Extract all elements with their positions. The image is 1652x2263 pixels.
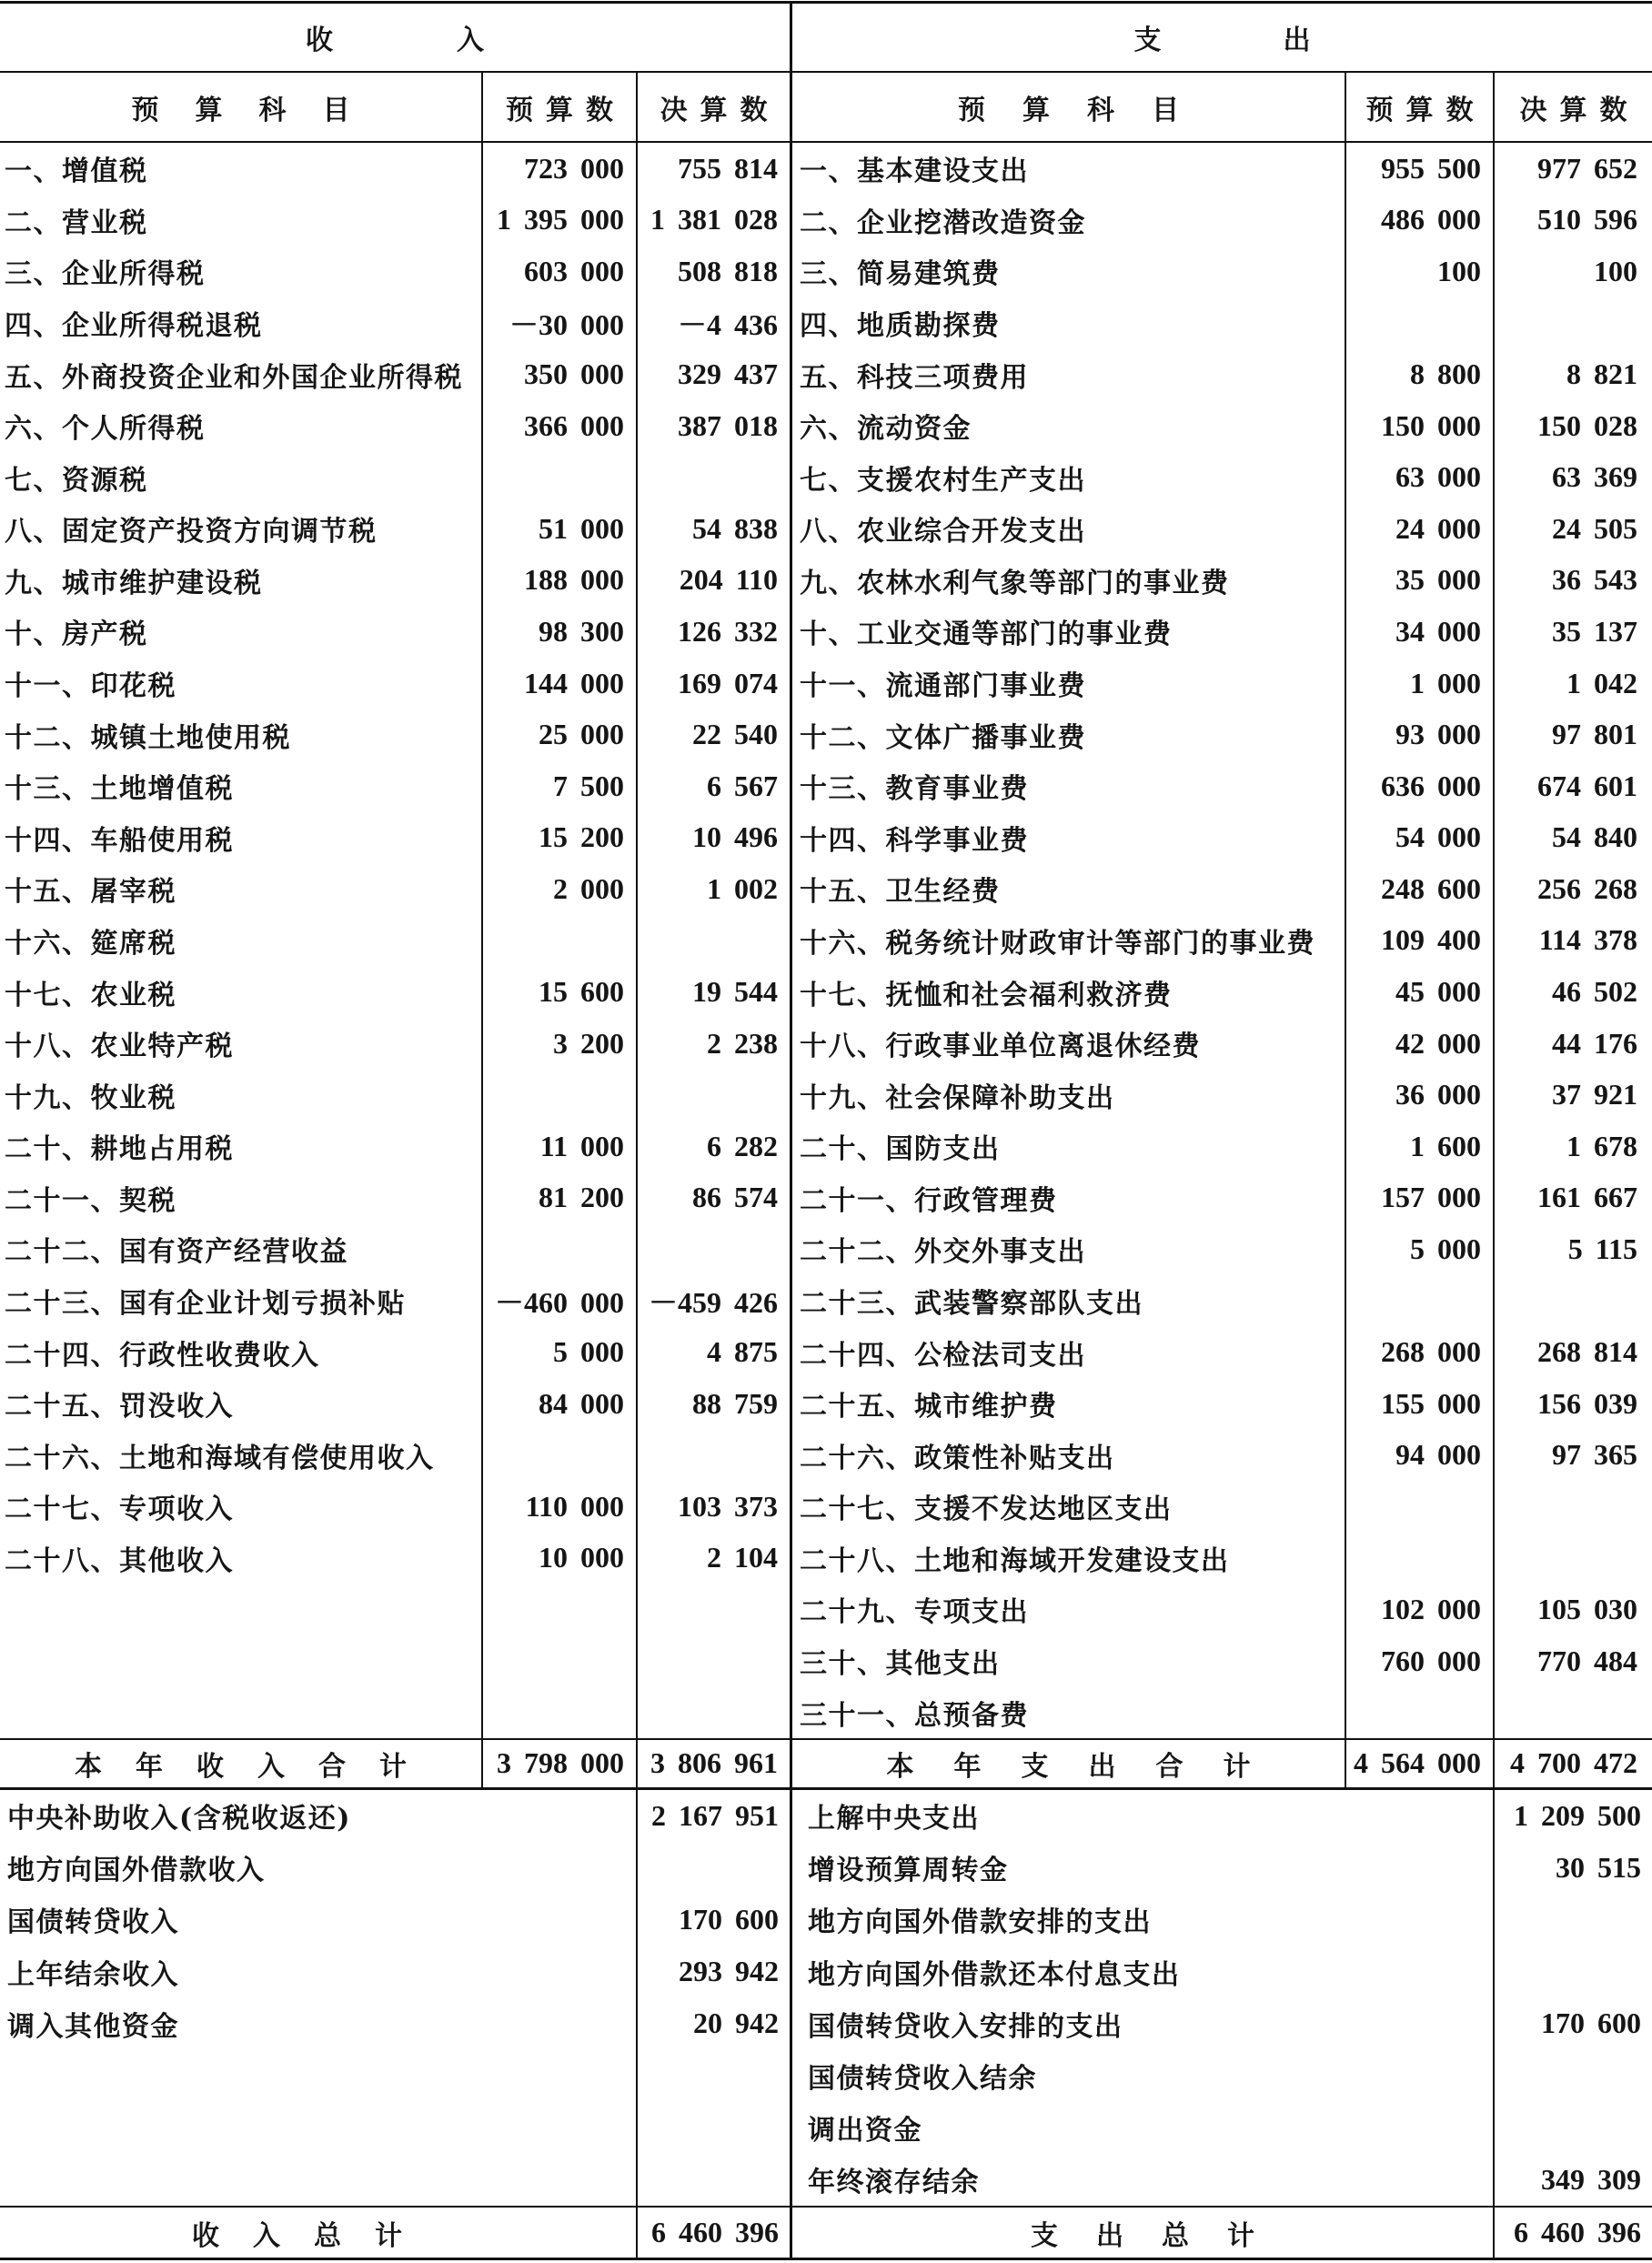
income-section-header	[0, 4, 790, 73]
income-budget-value: 11 000	[481, 1121, 636, 1172]
income-final-value: 103 373	[636, 1481, 790, 1533]
expenditure-budget-value: 157 000	[1345, 1172, 1493, 1224]
expenditure-final-value: 1 678	[1493, 1121, 1652, 1172]
empty-cell	[636, 1584, 790, 1635]
income-budget-value: 5 000	[481, 1326, 636, 1378]
expenditure-item-column-header	[790, 73, 1345, 143]
income-item: 八、固定资产投资方向调节税	[5, 516, 378, 548]
expenditure-item: 三十、其他支出	[790, 1635, 1345, 1687]
expenditure-final-value	[1493, 1275, 1652, 1327]
expenditure-other-value: 30 515	[1493, 1842, 1652, 1894]
income-budget-value: 366 000	[481, 400, 636, 452]
expenditure-item: 十九、社会保障补助支出	[790, 1069, 1345, 1121]
income-final-value: －4 436	[636, 297, 790, 349]
income-final-value: 1 381 028	[636, 195, 790, 246]
income-budget-value: 2 000	[481, 863, 636, 915]
expenditure-subtotal-final: 4 700 472	[1493, 1738, 1652, 1790]
income-budget-value: 1 395 000	[481, 195, 636, 246]
income-budget-value	[481, 1429, 636, 1481]
expenditure-item: 十、工业交通等部门的事业费	[790, 606, 1345, 658]
expenditure-other-item: 国债转贷收入结余	[790, 2049, 1493, 2101]
income-final-value: 329 437	[636, 348, 790, 400]
income-item: 二十六、土地和海域有偿使用收入	[5, 1442, 435, 1474]
income-item: 十二、城镇土地使用税	[5, 721, 291, 754]
income-budget-value: 25 000	[481, 709, 636, 760]
expenditure-other-item: 地方向国外借款安排的支出	[790, 1894, 1493, 1946]
income-final-value: 204 110	[636, 555, 790, 607]
expenditure-budget-value	[1345, 1686, 1493, 1738]
expenditure-budget-value: 54 000	[1345, 812, 1493, 864]
expenditure-budget-value	[1345, 297, 1493, 349]
expenditure-section-title: 支出	[1133, 25, 1433, 56]
income-budget-value: 7 500	[481, 760, 636, 812]
income-final-value	[636, 451, 790, 503]
empty-cell	[0, 2154, 636, 2206]
expenditure-item: 二十七、支援不发达地区支出	[790, 1481, 1345, 1533]
expenditure-item: 二十六、政策性补贴支出	[790, 1429, 1345, 1481]
income-item: 九、城市维护建设税	[5, 567, 263, 599]
income-final-value: 508 818	[636, 246, 790, 297]
income-subtotal-cell	[0, 1738, 481, 1790]
income-subtotal-label: 本年收入合计	[75, 1750, 440, 1783]
expenditure-item: 二十八、土地和海域开发建设支出	[790, 1533, 1345, 1584]
income-other-value	[636, 1842, 790, 1894]
income-budget-value	[481, 1069, 636, 1121]
expenditure-budget-value: 93 000	[1345, 709, 1493, 760]
expenditure-other-value	[1493, 2102, 1652, 2154]
expenditure-budget-value	[1345, 1533, 1493, 1584]
expenditure-item: 十二、文体广播事业费	[790, 709, 1345, 760]
expenditure-item: 二十九、专项支出	[790, 1584, 1345, 1635]
income-budget-value	[481, 451, 636, 503]
expenditure-final-column-header	[1493, 73, 1652, 143]
income-other-value: 170 600	[636, 1894, 790, 1946]
expenditure-other-value	[1493, 1894, 1652, 1946]
income-budget-value: 350 000	[481, 348, 636, 400]
income-final-value: 2 104	[636, 1533, 790, 1584]
empty-cell	[0, 1686, 481, 1738]
expenditure-budget-value: 268 000	[1345, 1326, 1493, 1378]
income-item: 二十三、国有企业计划亏损补贴	[5, 1288, 406, 1320]
expenditure-other-item: 国债转贷收入安排的支出	[790, 1997, 1493, 2049]
income-final-value	[636, 1223, 790, 1275]
expenditure-final-value: 977 652	[1493, 143, 1652, 195]
expenditure-item: 十八、行政事业单位离退休经费	[790, 1018, 1345, 1070]
income-item: 十五、屠宰税	[5, 876, 176, 909]
expenditure-final-value: 161 667	[1493, 1172, 1652, 1224]
income-other-value: 2 167 951	[636, 1790, 790, 1842]
income-final-value: 10 496	[636, 812, 790, 864]
expenditure-budget-value: 1 000	[1345, 658, 1493, 709]
expenditure-budget-value: 636 000	[1345, 760, 1493, 812]
income-item: 十九、牧业税	[5, 1081, 176, 1114]
expenditure-final-column-label: 决算数	[1519, 94, 1640, 126]
expenditure-budget-value: 8 800	[1345, 348, 1493, 400]
expenditure-final-value: 8 821	[1493, 348, 1652, 400]
income-item: 二十八、其他收入	[5, 1544, 234, 1577]
income-other-value: 20 942	[636, 1997, 790, 2049]
expenditure-item: 四、地质勘探费	[790, 297, 1345, 349]
expenditure-budget-value: 94 000	[1345, 1429, 1493, 1481]
income-other-value: 293 942	[636, 1946, 790, 1997]
expenditure-budget-value: 109 400	[1345, 915, 1493, 967]
expenditure-final-value: 24 505	[1493, 503, 1652, 555]
expenditure-item: 二十四、公检法司支出	[790, 1326, 1345, 1378]
expenditure-final-value: 36 543	[1493, 555, 1652, 607]
income-item: 三、企业所得税	[5, 258, 206, 291]
expenditure-final-value: 46 502	[1493, 966, 1652, 1018]
expenditure-final-value: 97 365	[1493, 1429, 1652, 1481]
income-final-column-label: 决算数	[660, 94, 781, 126]
expenditure-item: 三十一、总预备费	[790, 1686, 1345, 1738]
income-budget-value: 81 200	[481, 1172, 636, 1224]
expenditure-item: 十五、卫生经费	[790, 863, 1345, 915]
expenditure-item: 二十五、城市维护费	[790, 1378, 1345, 1430]
income-item: 二十五、罚没收入	[5, 1391, 234, 1423]
empty-cell	[0, 1635, 481, 1687]
expenditure-item: 二十三、武装警察部队支出	[790, 1275, 1345, 1327]
income-budget-value: 51 000	[481, 503, 636, 555]
expenditure-other-value: 349 309	[1493, 2154, 1652, 2206]
income-section-title: 收入	[306, 25, 608, 56]
expenditure-item: 二十、国防支出	[790, 1121, 1345, 1172]
expenditure-other-value: 170 600	[1493, 1997, 1652, 2049]
income-final-value: 19 544	[636, 966, 790, 1018]
income-budget-column-label: 预算数	[506, 94, 626, 126]
empty-cell	[481, 1686, 636, 1738]
expenditure-final-value: 54 840	[1493, 812, 1652, 864]
expenditure-item: 二、企业挖潜改造资金	[790, 195, 1345, 246]
expenditure-item: 十三、教育事业费	[790, 760, 1345, 812]
empty-cell	[636, 2049, 790, 2101]
expenditure-subtotal-budget: 4 564 000	[1345, 1738, 1493, 1790]
income-item: 二十、耕地占用税	[5, 1133, 234, 1166]
income-budget-value: －460 000	[481, 1275, 636, 1327]
expenditure-final-value: 156 039	[1493, 1378, 1652, 1430]
expenditure-budget-value: 5 000	[1345, 1223, 1493, 1275]
income-item-column-label: 预算科目	[131, 94, 387, 126]
income-item-column-header	[0, 73, 481, 143]
expenditure-budget-value: 34 000	[1345, 606, 1493, 658]
expenditure-item: 十七、抚恤和社会福利救济费	[790, 966, 1345, 1018]
expenditure-final-value: 63 369	[1493, 451, 1652, 503]
income-item: 十一、印花税	[5, 670, 176, 703]
expenditure-final-value: 35 137	[1493, 606, 1652, 658]
income-final-value: 6 567	[636, 760, 790, 812]
expenditure-item: 八、农业综合开发支出	[790, 503, 1345, 555]
income-item: 十四、车船使用税	[5, 824, 234, 857]
income-final-column-header	[636, 73, 790, 143]
income-budget-value: 10 000	[481, 1533, 636, 1584]
income-final-value: 2 238	[636, 1018, 790, 1070]
expenditure-final-value: 1 042	[1493, 658, 1652, 709]
income-item: 二十二、国有资产经营收益	[5, 1236, 348, 1269]
income-item: 五、外商投资企业和外国企业所得税	[5, 361, 463, 394]
empty-cell	[636, 2102, 790, 2154]
empty-cell	[636, 2154, 790, 2206]
expenditure-item: 七、支援农村生产支出	[790, 451, 1345, 503]
empty-cell	[0, 2102, 636, 2154]
expenditure-other-item: 增设预算周转金	[790, 1842, 1493, 1894]
income-item: 四、企业所得税退税	[5, 310, 263, 343]
expenditure-item: 十一、流通部门事业费	[790, 658, 1345, 709]
income-final-value: 387 018	[636, 400, 790, 452]
expenditure-final-value: 256 268	[1493, 863, 1652, 915]
income-final-value: 22 540	[636, 709, 790, 760]
empty-cell	[636, 1635, 790, 1687]
income-final-value: 6 282	[636, 1121, 790, 1172]
expenditure-final-value	[1493, 1686, 1652, 1738]
income-final-value: 755 814	[636, 143, 790, 195]
income-final-value	[636, 1429, 790, 1481]
expenditure-budget-value: 100	[1345, 246, 1493, 297]
expenditure-budget-value: 42 000	[1345, 1018, 1493, 1070]
income-final-value: 126 332	[636, 606, 790, 658]
budget-table	[0, 1, 1652, 2260]
expenditure-budget-value: 24 000	[1345, 503, 1493, 555]
expenditure-other-value	[1493, 1946, 1652, 1997]
expenditure-budget-value: 102 000	[1345, 1584, 1493, 1635]
income-item: 七、资源税	[5, 464, 148, 497]
expenditure-budget-value: 760 000	[1345, 1635, 1493, 1687]
empty-cell	[481, 1635, 636, 1687]
expenditure-final-value: 44 176	[1493, 1018, 1652, 1070]
income-item: 十三、土地增值税	[5, 773, 234, 806]
expenditure-final-value: 97 801	[1493, 709, 1652, 760]
income-item: 十七、农业税	[5, 979, 176, 1011]
empty-cell	[0, 1584, 481, 1635]
income-budget-value: 110 000	[481, 1481, 636, 1533]
expenditure-item-column-label: 预算科目	[958, 94, 1216, 126]
income-other-item: 中央补助收入(含税收返还)	[7, 1803, 351, 1836]
income-budget-value: 3 200	[481, 1018, 636, 1070]
expenditure-item: 三、简易建筑费	[790, 246, 1345, 297]
expenditure-item: 一、基本建设支出	[790, 143, 1345, 195]
expenditure-other-item: 地方向国外借款还本付息支出	[790, 1946, 1493, 1997]
income-budget-value: －30 000	[481, 297, 636, 349]
expenditure-final-value	[1493, 297, 1652, 349]
income-budget-column-header	[481, 73, 636, 143]
expenditure-budget-value: 35 000	[1345, 555, 1493, 607]
expenditure-item: 五、科技三项费用	[790, 348, 1345, 400]
expenditure-item: 十六、税务统计财政审计等部门的事业费	[790, 915, 1345, 967]
income-final-value: 54 838	[636, 503, 790, 555]
expenditure-final-value: 674 601	[1493, 760, 1652, 812]
income-budget-value: 188 000	[481, 555, 636, 607]
income-total-cell	[0, 2206, 636, 2258]
expenditure-budget-value: 150 000	[1345, 400, 1493, 452]
expenditure-final-value	[1493, 1481, 1652, 1533]
expenditure-total-value: 6 460 396	[1493, 2206, 1652, 2258]
income-budget-value: 98 300	[481, 606, 636, 658]
expenditure-budget-column-label: 预算数	[1365, 94, 1486, 126]
income-item: 十八、农业特产税	[5, 1031, 234, 1063]
income-budget-value: 144 000	[481, 658, 636, 709]
income-other-item: 地方向国外借款收入	[7, 1855, 266, 1887]
income-final-value: 4 875	[636, 1326, 790, 1378]
income-other-item: 调入其他资金	[7, 2010, 179, 2043]
income-item: 一、增值税	[5, 156, 148, 188]
income-item: 二十四、行政性收费收入	[5, 1339, 320, 1372]
expenditure-budget-value: 36 000	[1345, 1069, 1493, 1121]
expenditure-final-value: 5 115	[1493, 1223, 1652, 1275]
income-total-value: 6 460 396	[636, 2206, 790, 2258]
empty-cell	[0, 2049, 636, 2101]
expenditure-other-value: 1 209 500	[1493, 1790, 1652, 1842]
expenditure-budget-value	[1345, 1275, 1493, 1327]
expenditure-final-value: 150 028	[1493, 400, 1652, 452]
expenditure-subtotal-label: 本年支出合计	[886, 1750, 1291, 1783]
income-final-value	[636, 915, 790, 967]
income-item: 十、房产税	[5, 619, 148, 651]
expenditure-budget-value: 45 000	[1345, 966, 1493, 1018]
expenditure-final-value: 37 921	[1493, 1069, 1652, 1121]
expenditure-final-value: 510 596	[1493, 195, 1652, 246]
income-budget-value	[481, 1223, 636, 1275]
expenditure-item: 九、农林水利气象等部门的事业费	[790, 555, 1345, 607]
expenditure-final-value	[1493, 1533, 1652, 1584]
income-budget-value: 15 600	[481, 966, 636, 1018]
income-budget-value: 15 200	[481, 812, 636, 864]
expenditure-final-value: 268 814	[1493, 1326, 1652, 1378]
empty-cell	[636, 1686, 790, 1738]
income-final-value: 86 574	[636, 1172, 790, 1224]
expenditure-other-item: 年终滚存结余	[790, 2154, 1493, 2206]
expenditure-total-label: 支出总计	[1031, 2219, 1293, 2252]
income-item: 十六、筵席税	[5, 927, 176, 960]
expenditure-item: 二十一、行政管理费	[790, 1172, 1345, 1224]
income-total-label: 收入总计	[192, 2219, 436, 2252]
expenditure-final-value: 100	[1493, 246, 1652, 297]
income-budget-value: 603 000	[481, 246, 636, 297]
expenditure-item: 六、流动资金	[790, 400, 1345, 452]
income-budget-value: 723 000	[481, 143, 636, 195]
expenditure-final-value: 114 378	[1493, 915, 1652, 967]
income-final-value: 169 074	[636, 658, 790, 709]
expenditure-other-value	[1493, 2049, 1652, 2101]
expenditure-item: 十四、科学事业费	[790, 812, 1345, 864]
income-budget-value: 84 000	[481, 1378, 636, 1430]
income-item: 二十一、契税	[5, 1184, 176, 1217]
expenditure-other-item: 调出资金	[790, 2102, 1493, 2154]
income-subtotal-budget: 3 798 000	[481, 1738, 636, 1790]
expenditure-total-cell	[790, 2206, 1493, 2258]
income-subtotal-final: 3 806 961	[636, 1738, 790, 1790]
income-item: 六、个人所得税	[5, 413, 206, 446]
expenditure-other-item: 上解中央支出	[790, 1790, 1493, 1842]
income-final-value: 88 759	[636, 1378, 790, 1430]
empty-cell	[481, 1584, 636, 1635]
income-item: 二、营业税	[5, 206, 148, 239]
expenditure-final-value: 770 484	[1493, 1635, 1652, 1687]
expenditure-budget-column-header	[1345, 73, 1493, 143]
expenditure-final-value: 105 030	[1493, 1584, 1652, 1635]
expenditure-budget-value: 155 000	[1345, 1378, 1493, 1430]
expenditure-budget-value: 486 000	[1345, 195, 1493, 246]
expenditure-item: 二十二、外交外事支出	[790, 1223, 1345, 1275]
expenditure-budget-value: 1 600	[1345, 1121, 1493, 1172]
expenditure-budget-value	[1345, 1481, 1493, 1533]
expenditure-budget-value: 63 000	[1345, 451, 1493, 503]
income-final-value: 1 002	[636, 863, 790, 915]
expenditure-subtotal-cell	[790, 1738, 1345, 1790]
income-item: 二十七、专项收入	[5, 1494, 234, 1526]
expenditure-budget-value: 248 600	[1345, 863, 1493, 915]
income-final-value: －459 426	[636, 1275, 790, 1327]
income-other-item: 国债转贷收入	[7, 1906, 179, 1939]
expenditure-section-header	[790, 4, 1652, 73]
income-final-value	[636, 1069, 790, 1121]
income-other-item: 上年结余收入	[7, 1958, 179, 1991]
expenditure-budget-value: 955 500	[1345, 143, 1493, 195]
income-budget-value	[481, 915, 636, 967]
